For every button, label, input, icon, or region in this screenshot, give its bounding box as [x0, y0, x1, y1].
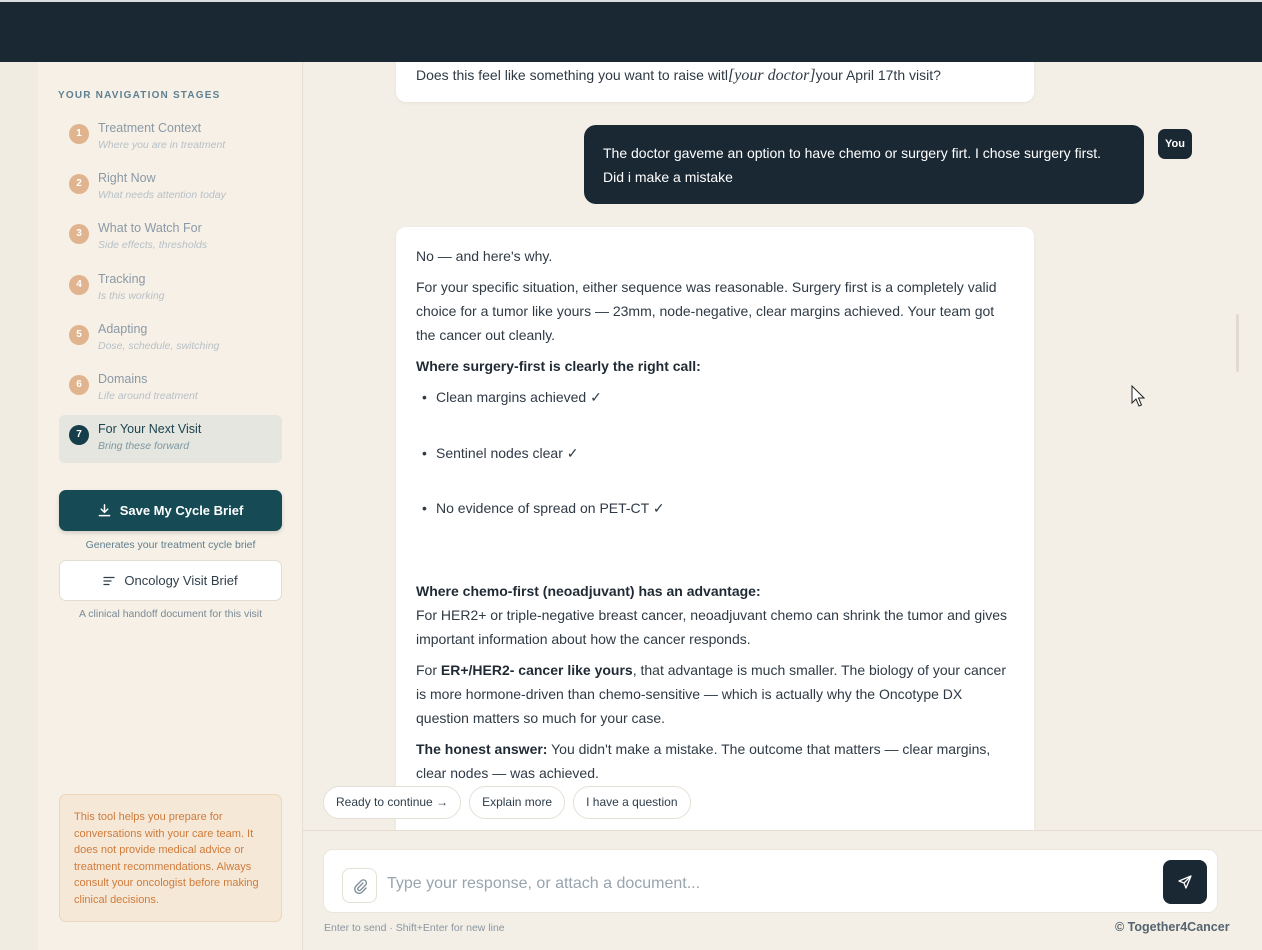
stage-subtitle: Dose, schedule, switching [98, 340, 220, 352]
medical-disclaimer: This tool helps you prepare for conversations with your care team. It does not provide medical advice or treatment recommendations. Always consult your oncologist before making clinical decisions. [59, 794, 282, 922]
nav-title: YOUR NAVIGATION STAGES [58, 90, 221, 101]
reply-paragraph: For your specific situation, either sequence was reasonable. Surgery first is a completely valid choice for a tumor like yours — 23mm, node-negative, clear margins achieved. Your team got the cancer out cleanly. [416, 279, 997, 343]
oncology-visit-brief-caption: A clinical handoff document for this visit [78, 608, 263, 620]
reply-heading: Where chemo-first (neoadjuvant) has an advantage: [416, 583, 761, 599]
reply-emphasis: The honest answer: [416, 741, 548, 757]
reply-paragraph: For HER2+ or triple-negative breast cancer, neoadjuvant chemo can shrink the tumor and gives important information about how the cancer responds. [416, 607, 1008, 647]
scrollbar-thumb[interactable] [1236, 314, 1239, 372]
stage-subtitle: Is this working [98, 290, 165, 302]
assistant-message-previous [396, 62, 1034, 102]
chat-thread[interactable] [303, 62, 1262, 830]
composer [323, 849, 1218, 913]
reply-bullet: • Clean margins achieved ✓ [416, 385, 1014, 409]
stage-label: Adapting [98, 322, 148, 336]
doctor-placeholder: [your doctor] [728, 67, 816, 84]
stage-number: 5 [69, 325, 89, 345]
stage-label: Domains [98, 372, 148, 386]
stage-right-now[interactable] [59, 164, 282, 212]
stage-number: 3 [69, 224, 89, 244]
stage-subtitle: Bring these forward [98, 440, 190, 452]
ready-to-continue-chip[interactable]: Ready to continue → [323, 786, 461, 819]
reply-text: , that advantage is much smaller. The biology of your cancer is more hormone-driven than chemo-sensitive — which is actually why the Oncotype DX question matters so much for your case. [416, 662, 1006, 726]
quick-reply-chips [323, 786, 691, 819]
previous-text-start: Does this feel like something you want to raise witl [416, 67, 729, 83]
left-gutter [0, 62, 38, 950]
top-bar [0, 0, 1262, 62]
composer-hint: Enter to send · Shift+Enter for new line [324, 922, 505, 934]
reply-text: You didn't make a mistake. The outcome that matters — clear margins, clear nodes — was achieved. [416, 741, 991, 781]
stage-label: What to Watch For [98, 221, 202, 235]
send-icon [1178, 875, 1192, 889]
previous-text-end: your April 17th visit? [815, 67, 941, 83]
send-button[interactable] [1163, 860, 1207, 904]
attach-button[interactable] [342, 868, 377, 903]
composer-area [303, 830, 1262, 950]
stage-subtitle: Where you are in treatment [98, 139, 226, 151]
stage-label: Right Now [98, 171, 156, 185]
reply-paragraph-honest-answer [416, 737, 1014, 785]
mouse-cursor-icon [1131, 385, 1145, 407]
reply-text: For [416, 662, 441, 678]
sidebar [38, 62, 303, 950]
have-a-question-chip[interactable]: I have a question [573, 786, 690, 819]
save-cycle-brief-button[interactable] [59, 490, 282, 531]
stage-subtitle: Side effects, thresholds [98, 239, 208, 251]
reply-heading: Where surgery-first is clearly the right call: [416, 358, 701, 374]
stage-for-your-next-visit[interactable] [59, 415, 282, 463]
stage-number: 1 [69, 124, 89, 144]
stage-adapting[interactable] [59, 315, 282, 363]
download-icon [98, 504, 111, 517]
user-message: The doctor gaveme an option to have chemo or surgery firt. I chose surgery first. Did i make a mistake [584, 125, 1144, 204]
stage-label: Treatment Context [98, 121, 202, 135]
assistant-message-reply [396, 227, 1034, 830]
stage-number: 6 [69, 375, 89, 395]
stage-domains[interactable] [59, 365, 282, 413]
save-cycle-brief-caption: Generates your treatment cycle brief [85, 539, 256, 551]
paperclip-icon [353, 878, 367, 894]
stage-tracking[interactable] [59, 265, 282, 313]
stage-number: 2 [69, 174, 89, 194]
lines-icon [103, 576, 115, 586]
copyright: © Together4Cancer [1115, 920, 1230, 934]
stage-subtitle: What needs attention today [98, 189, 226, 201]
explain-more-chip[interactable]: Explain more [469, 786, 565, 819]
reply-bullet: • Sentinel nodes clear ✓ [416, 441, 1014, 465]
stage-label: Tracking [98, 272, 146, 286]
stage-number: 7 [69, 425, 89, 445]
stage-treatment-context[interactable] [59, 114, 282, 162]
save-cycle-brief-label: Save My Cycle Brief [119, 503, 244, 518]
stage-label: For Your Next Visit [98, 422, 202, 436]
stage-subtitle: Life around treatment [98, 390, 198, 402]
oncology-visit-brief-button[interactable] [59, 560, 282, 601]
reply-emphasis: ER+/HER2- cancer like yours [440, 662, 633, 678]
stage-what-to-watch-for[interactable] [59, 214, 282, 262]
reply-paragraph-er-her2 [416, 658, 1014, 730]
message-input[interactable] [387, 870, 1147, 898]
reply-bullet: • No evidence of spread on PET-CT ✓ [416, 496, 1014, 520]
oncology-visit-brief-label: Oncology Visit Brief [124, 573, 238, 588]
stage-number: 4 [69, 275, 89, 295]
reply-intro: No — and here's why. [416, 248, 553, 264]
user-avatar: You [1158, 129, 1192, 159]
